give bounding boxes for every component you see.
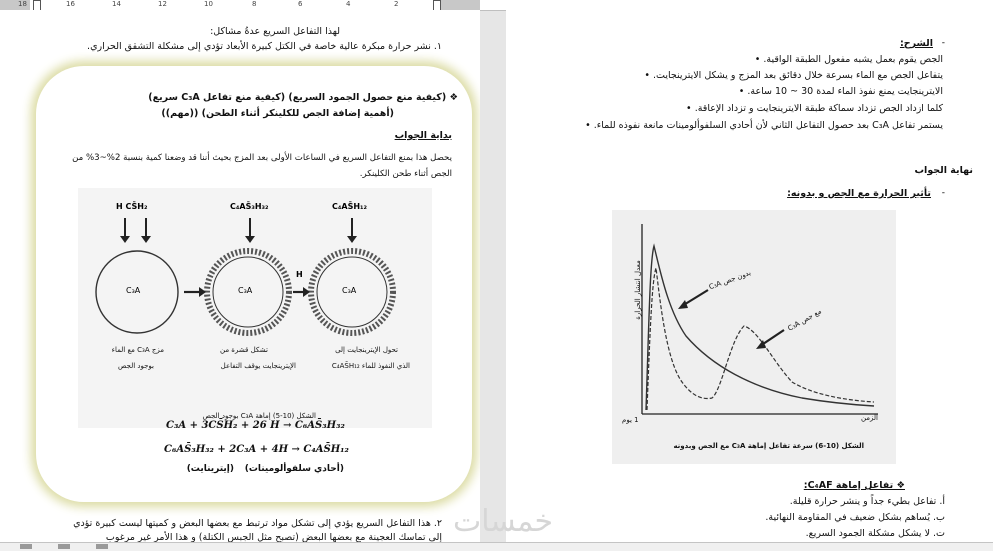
explain-heading: الشرح:	[899, 38, 933, 49]
ruler-number: 14	[112, 0, 121, 8]
figure-caption-line: الذي النفوذ للماء C₄AS̄H₁₂	[331, 362, 410, 370]
text-line: إلى تماسك العجينة مع بعضها البعض (تصبح مثل الجبس الكتلة) و هذا الأمر غير مرغوب	[105, 532, 442, 542]
arrow-head-icon	[678, 300, 688, 309]
series-line-without-gypsum	[646, 246, 874, 410]
text-line: ٢. هذا التفاعل السريع يؤدي إلى تشكل مواد ترتبط مع بعضها البعض و كميتها ليست كبيرة تؤدي	[73, 518, 442, 529]
equation: C₃A + 3CS̄H₂ + 26 H → C₆AS̄₃H₃₂	[166, 420, 345, 431]
x-axis-tick: 1 يوم	[622, 416, 639, 424]
equation-label: (إيترينايت)	[186, 464, 234, 474]
document-page-left	[0, 10, 480, 542]
list-item: أ. تفاعل بطيء جداً و ينشر حرارة قليلة.	[789, 496, 945, 507]
watermark: خمسات	[452, 504, 553, 539]
circle-label: C₃A	[342, 286, 357, 295]
ruler-number: 6	[298, 0, 303, 8]
bullet-item: الجص يقوم بعمل يشبه مفعول الطبقة الواقية. •	[754, 54, 943, 65]
reagent-label: H CS̄H₂	[116, 202, 148, 211]
ruler-number: 10	[204, 0, 213, 8]
list-item: ب. يُساهم بشكل ضعيف في المقاومة النهائية.	[765, 512, 945, 523]
arrow-label: H	[296, 270, 303, 279]
circle-label: C₃A	[238, 286, 253, 295]
bullet-dot-icon: •	[585, 120, 591, 131]
x-axis-label: الزمن	[860, 414, 878, 422]
ruler-number: 8	[252, 0, 257, 8]
equation-label: (أحادي سلفوألومينات)	[244, 464, 344, 474]
bullet-item: الايترينجايت يمنع نفوذ الماء لمدة 30 ~ 10 ساعة. •	[738, 86, 943, 97]
c4af-heading: ❖ تفاعل إماهة C₄AF:	[803, 480, 905, 491]
bullet-dot-icon: •	[738, 86, 745, 97]
box-title: ❖ (كيفية منع حصول الجمود السريع) (كيفية منع تفاعل C₃A سريع)	[148, 92, 458, 103]
section-heading: بداية الجواب	[394, 130, 452, 141]
bullet-dot-icon: •	[754, 54, 761, 65]
ruler-number: 18	[18, 0, 27, 8]
hydration-diagram	[78, 188, 432, 428]
view-tab-icon[interactable]	[20, 544, 32, 549]
text-line: ١. نشر حرارة مبكرة عالية خاصة في الكتل كبيرة الأبعاد تؤدي إلى مشكلة التشقق الحراري.	[87, 41, 442, 52]
list-item: ت. لا يشكل مشكلة الجمود السريع.	[805, 528, 945, 539]
dash-bullet-icon: -	[941, 188, 945, 198]
series-line-with-gypsum	[647, 268, 874, 410]
figure-caption-line: الإيترينجايت يوقف التفاعل	[220, 362, 296, 370]
arrow-head-icon	[245, 236, 255, 243]
arrow-head-icon	[141, 236, 151, 243]
figure-caption-line: تشكل قشرة من	[219, 346, 268, 354]
reagent-label: C₄AS̄H₁₂	[332, 202, 368, 211]
bullet-item: يستمر تفاعل C₃A بعد حصول التفاعل الثاني لأن أحادي السلفوألومينات مانعة نفوذه للماء. •	[585, 120, 943, 131]
heat-chart-svg	[612, 210, 896, 464]
arrow-head-icon	[347, 236, 357, 243]
temp-heading: تأثير الحرارة مع الجص و بدونه:	[787, 188, 931, 199]
figure-caption: الشكل (10-5) إماهة C₃A بوجود الجص	[202, 412, 316, 420]
paragraph-line: يحصل هذا بمنع التفاعل السريع في الساعات الأولى بعد المزج بحيث أننا قد وضعنا كمية بنسبة 2%~3% من	[72, 153, 452, 163]
view-tab-icon[interactable]	[96, 544, 108, 549]
box-subtitle: (أهمية إضافة الجص للكلينكر أثناء الطحن) ((مهم))	[161, 108, 394, 119]
reagent-label: C₄AS̄₃H₃₂	[230, 202, 269, 211]
arrow-head-icon	[120, 236, 130, 243]
ruler-number: 16	[66, 0, 75, 8]
bullet-item: يتفاعل الجص مع الماء بسرعة خلال دقائق بعد المزج و يشكل الايترينجايت. •	[644, 70, 943, 81]
text-line: لهذا التفاعل السريع عدةُ مشاكل:	[210, 26, 340, 37]
series-label: مع جص C₃A	[786, 307, 823, 333]
hydration-figure	[78, 188, 432, 428]
bullet-dot-icon: •	[644, 70, 650, 81]
dash-bullet-icon: -	[941, 38, 945, 48]
figure-caption-line: بوجود الجص	[117, 362, 154, 370]
view-tab-icon[interactable]	[58, 544, 70, 549]
figure-caption-line: تحول الإيترينجايت إلى	[335, 346, 398, 354]
y-axis-label: معدل انتشار الحرارة	[633, 260, 642, 320]
bullet-dot-icon: •	[686, 103, 692, 114]
ruler-number: 12	[158, 0, 167, 8]
end-answer-heading: نهاية الجواب	[914, 165, 973, 176]
ruler-margin-right	[440, 0, 480, 10]
document-page-right	[506, 10, 993, 542]
paragraph-line: الجص أثناء طحن الكلينكر.	[359, 169, 452, 179]
figure-caption-line: مزج C₃A مع الماء	[111, 346, 164, 354]
ruler-number: 4	[346, 0, 351, 8]
heat-chart	[612, 210, 896, 464]
series-label: بدون جص C₃A	[707, 268, 753, 292]
bullet-item: كلما ازداد الجص تزداد سماكة طبقة الايترينجايت و تزداد الإعاقة. •	[686, 103, 943, 114]
equation: C₆AS̄₃H₃₂ + 2C₃A + 4H → C₄AS̄H₁₂	[164, 444, 349, 455]
circle-label: C₃A	[126, 286, 141, 295]
ruler-number: 2	[394, 0, 399, 8]
chart-caption: الشكل (10-6) سرعة تفاعل إماهة C₃A مع الجص وبدونه	[673, 442, 864, 450]
